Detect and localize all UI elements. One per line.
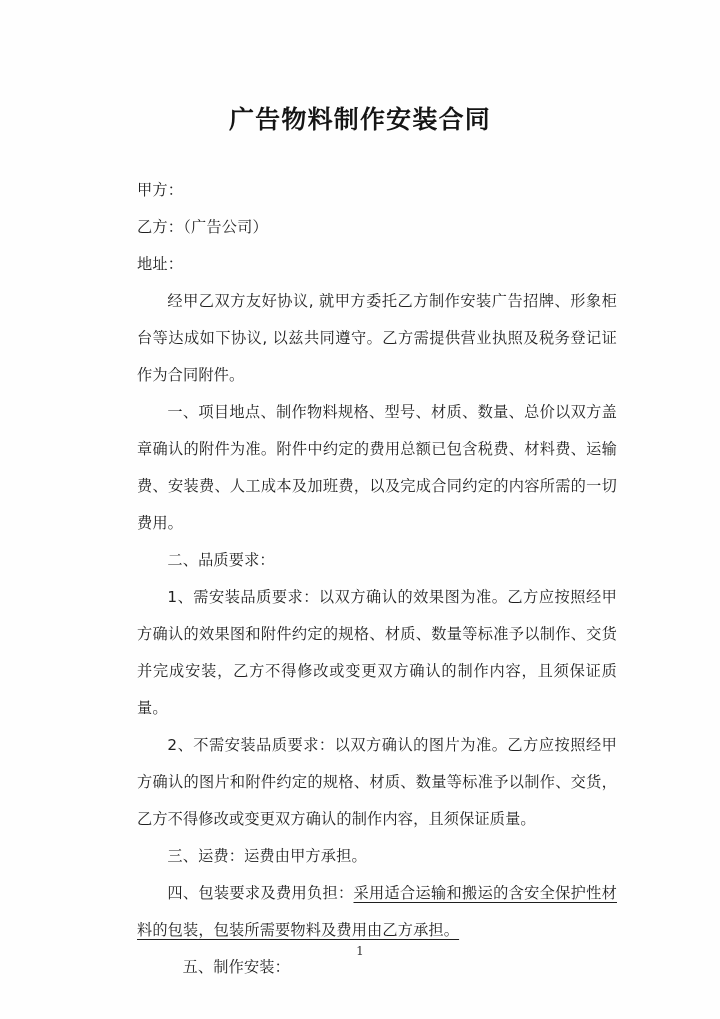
clause-four-lead: 四、包装要求及费用负担： <box>167 884 354 902</box>
clause-five-heading: 五、制作安装： <box>182 958 290 976</box>
clause-two-item-one: 1、需安装品质要求：以双方确认的效果图为准。乙方应按照经甲方确认的效果图和附件约定的规格、材质、数量等标准予以制作、交货并完成安装，乙方不得修改或变更双方确认的制作内容，且须保证质量。 <box>137 588 617 717</box>
address-line: 地址： <box>137 255 184 273</box>
clause-four-underlined-text: 采用适合运输和搬运的含安全保护性材料的包装，包装所需要物料及费用由乙方承担。 <box>137 884 617 939</box>
clause-two-item-two: 2、不需安装品质要求：以双方确认的图片为准。乙方应按照经甲方确认的图片和附件约定的规格、材质、数量等标准予以制作、交货，乙方不得修改或变更双方确认的制作内容，且须保证质量。 <box>137 736 617 828</box>
preamble-paragraph: 经甲乙双方友好协议, 就甲方委托乙方制作安装广告招牌、形象柜台等达成如下协议, 以兹共同遵守。乙方需提供营业执照及税务登记证作为合同附件。 <box>137 292 617 384</box>
clause-two-heading: 二、品质要求： <box>167 551 275 569</box>
document-body <box>137 172 617 986</box>
clause-one-paragraph: 一、项目地点、制作物料规格、型号、材质、数量、总价以双方盖章确认的附件为准。附件中约定的费用总额已包含税费、材料费、运输费、安装费、人工成本及加班费，以及完成合同约定的内容所需的一切费用。 <box>137 403 617 532</box>
party-b-line: 乙方：（广告公司） <box>137 218 268 236</box>
page-number: 1 <box>356 944 364 958</box>
page-title: 广告物料制作安装合同 <box>228 104 491 134</box>
clause-three-paragraph: 三、运费：运费由甲方承担。 <box>167 847 367 865</box>
party-a-line: 甲方： <box>137 181 184 199</box>
clause-four-paragraph <box>137 875 617 949</box>
